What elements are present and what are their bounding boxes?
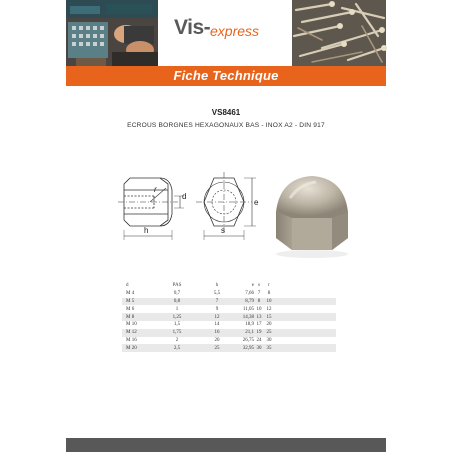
technical-sheet-page	[66, 0, 386, 452]
cell-d: M 10	[126, 322, 137, 328]
label-e: e	[254, 198, 259, 207]
cell-s: 19	[254, 329, 264, 337]
table-row	[122, 337, 336, 345]
cell-pas: 2,5	[152, 344, 202, 352]
cell-r: 15	[264, 313, 274, 321]
table-spacer	[274, 282, 336, 290]
product-description: ECROUS BORGNES HEXAGONAUX BAS - INOX A2 - DIN 917	[127, 122, 325, 129]
cell-r: 8	[267, 291, 271, 297]
table-row	[122, 305, 336, 313]
cell-pas: 2	[175, 337, 179, 343]
header-d: d	[126, 283, 129, 289]
cell-pas: 1,25	[152, 313, 202, 321]
cell-e: 26,75	[242, 337, 254, 343]
label-r: r	[154, 185, 157, 194]
table-spacer	[274, 290, 336, 298]
table-spacer	[274, 305, 336, 313]
cell-h: 16	[202, 329, 232, 337]
header	[66, 0, 386, 83]
cell-e: 8,79	[232, 298, 254, 306]
table-spacer	[274, 321, 336, 329]
table-row	[122, 321, 336, 329]
logo-main-text: Vis-	[174, 16, 211, 39]
table-spacer	[274, 313, 336, 321]
cell-pas: 1,5	[173, 322, 181, 328]
label-d: d	[182, 192, 187, 201]
header-r: r	[268, 283, 270, 289]
cell-s: 8	[254, 298, 264, 306]
cell-pas: 0,8	[152, 298, 202, 306]
cell-d: M 4	[126, 291, 135, 297]
cell-s: 10	[256, 306, 262, 312]
cell-e: 21,1	[232, 329, 254, 337]
table-spacer	[274, 344, 336, 352]
banner	[66, 66, 386, 86]
cell-pas: 1	[175, 306, 179, 312]
cell-d: M 12	[122, 329, 152, 337]
cap-nut-photo	[266, 168, 358, 260]
cell-s: 17	[256, 322, 262, 328]
header-e: e	[251, 283, 254, 289]
cell-d: M 5	[122, 298, 152, 306]
product-code: VS8461	[211, 108, 241, 117]
cell-h: 14	[214, 322, 220, 328]
cell-h: 20	[214, 337, 220, 343]
table-row	[122, 290, 336, 298]
cell-r: 12	[266, 306, 272, 312]
cell-h: 5,5	[213, 291, 221, 297]
cell-e: 32,95	[232, 344, 254, 352]
screws-photo	[292, 0, 386, 66]
table-row	[122, 298, 336, 306]
header-h: h	[215, 283, 219, 289]
cell-d: M 6	[126, 306, 135, 312]
cell-s: 13	[254, 313, 264, 321]
cell-e: 18,9	[245, 322, 254, 328]
cell-e: 7,66	[245, 291, 254, 297]
cell-pas: 1,75	[152, 329, 202, 337]
cell-r: 20	[266, 322, 272, 328]
footer-bar	[66, 438, 386, 452]
table-spacer	[274, 298, 336, 306]
table-row	[122, 313, 336, 321]
header-pas: PAS	[172, 283, 182, 289]
cell-h: 12	[202, 313, 232, 321]
cell-r: 35	[264, 344, 274, 352]
header-s: s	[258, 283, 260, 289]
cell-d: M 20	[122, 344, 152, 352]
table-row	[122, 344, 336, 352]
cell-r: 25	[264, 329, 274, 337]
cell-r: 30	[266, 337, 272, 343]
cell-e: 11,05	[242, 306, 254, 312]
table-spacer	[274, 337, 336, 345]
cell-s: 7	[257, 291, 261, 297]
cell-r: 10	[264, 298, 274, 306]
cell-d: M 8	[122, 313, 152, 321]
table-spacer	[274, 329, 336, 337]
cell-h: 25	[202, 344, 232, 352]
label-s: s	[221, 226, 225, 235]
top-view	[196, 172, 256, 240]
label-h: h	[144, 226, 149, 235]
side-view	[118, 178, 187, 240]
cell-e: 14,38	[232, 313, 254, 321]
cell-pas: 0,7	[173, 291, 181, 297]
cell-s: 30	[254, 344, 264, 352]
cell-d: M 16	[126, 337, 137, 343]
table-row	[122, 329, 336, 337]
cell-h: 9	[215, 306, 219, 312]
logo[interactable]	[158, 0, 292, 66]
logo-accent-text: express	[210, 23, 260, 39]
cell-h: 7	[202, 298, 232, 306]
cell-s: 24	[256, 337, 262, 343]
dimensions-table	[122, 282, 336, 352]
table-header-row	[122, 282, 336, 290]
banner-title: Fiche Technique	[173, 68, 279, 83]
tools-photo	[66, 0, 158, 66]
